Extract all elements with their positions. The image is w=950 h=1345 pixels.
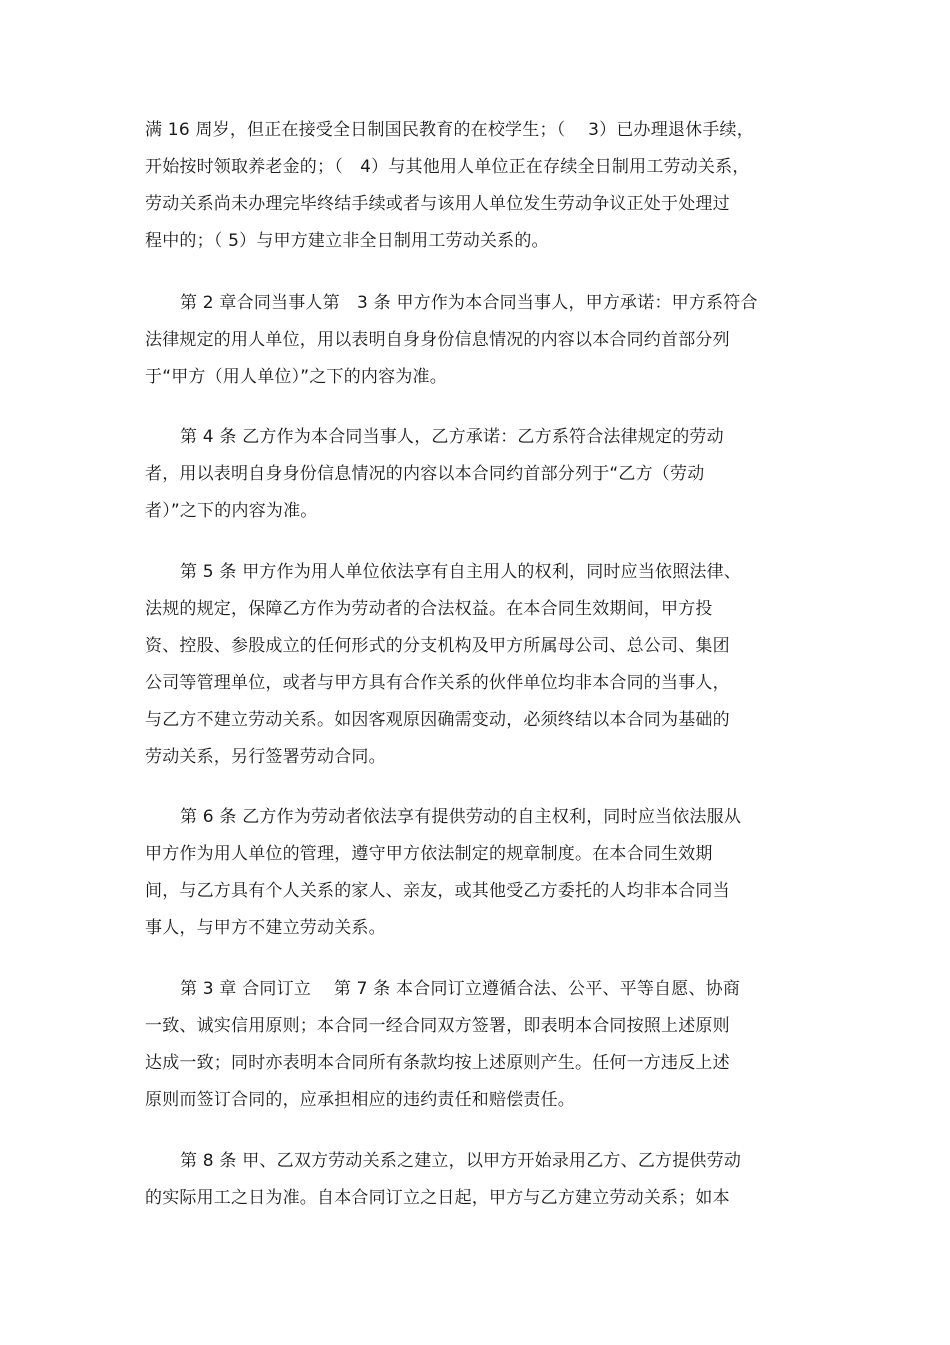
p1-line-2: 开始按时领取养老金的；（ 4）与其他用人单位正在存续全日制用工劳动关系， — [145, 157, 750, 177]
p2-line-1: 第 2 章合同当事人第 3 条 甲方作为本合同当事人，甲方承诺：甲方系符合 — [180, 293, 758, 313]
p3-line-2: 者，用以表明自身身份信息情况的内容以本合同约首部分列于“乙方（劳动 — [145, 464, 705, 484]
p2-line-2: 法律规定的用人单位，用以表明自身身份信息情况的内容以本合同约首部分列 — [145, 330, 730, 350]
p5-line-1: 第 6 条 乙方作为劳动者依法享有提供劳动的自主权利，同时应当依法服从 — [180, 807, 742, 827]
p6-line-1: 第 3 章 合同订立 第 7 条 本合同订立遵循合法、公平、平等自愿、协商 — [180, 979, 741, 999]
p4-line-4: 公司等管理单位，或者与甲方具有合作关系的伙伴单位均非本合同的当事人， — [145, 673, 730, 693]
p6-line-4: 原则而签订合同的，应承担相应的违约责任和赔偿责任。 — [145, 1090, 575, 1110]
p4-line-3: 资、控股、参股成立的任何形式的分支机构及甲方所属母公司、总公司、集团 — [145, 636, 730, 656]
p5-line-2: 甲方作为用人单位的管理，遵守甲方依法制定的规章制度。在本合同生效期 — [145, 844, 713, 864]
p6-line-2: 一致、诚实信用原则；本合同一经合同双方签署，即表明本合同按照上述原则 — [145, 1016, 730, 1036]
p3-line-3: 者）”之下的内容为准。 — [145, 501, 318, 521]
p1-line-3: 劳动关系尚未办理完毕终结手续或者与该用人单位发生劳动争议正处于处理过 — [145, 194, 730, 214]
p1-line-1: 满 16 周岁，但正在接受全日制国民教育的在校学生；（ 3）已办理退休手续， — [145, 120, 754, 140]
p3-line-1: 第 4 条 乙方作为本合同当事人，乙方承诺：乙方系符合法律规定的劳动 — [180, 427, 724, 447]
p4-line-2: 法规的规定，保障乙方作为劳动者的合法权益。在本合同生效期间，甲方投 — [145, 599, 713, 619]
p7-line-1: 第 8 条 甲、乙双方劳动关系之建立，以甲方开始录用乙方、乙方提供劳动 — [180, 1151, 742, 1171]
p2-line-3: 于“甲方（用人单位）”之下的内容为准。 — [145, 367, 447, 387]
p6-line-3: 达成一致；同时亦表明本合同所有条款均按上述原则产生。任何一方违反上述 — [145, 1053, 730, 1073]
p5-line-4: 事人，与甲方不建立劳动关系。 — [145, 918, 386, 938]
p4-line-1: 第 5 条 甲方作为用人单位依法享有自主用人的权利，同时应当依照法律、 — [180, 562, 742, 582]
p5-line-3: 间，与乙方具有个人关系的家人、亲友，或其他受乙方委托的人均非本合同当 — [145, 881, 730, 901]
p4-line-5: 与乙方不建立劳动关系。如因客观原因确需变动，必须终结以本合同为基础的 — [145, 710, 730, 730]
p4-line-6: 劳动关系，另行签署劳动合同。 — [145, 747, 386, 767]
p7-line-2: 的实际用工之日为准。自本合同订立之日起，甲方与乙方建立劳动关系；如本 — [145, 1188, 730, 1208]
p1-line-4: 程中的；（ 5）与甲方建立非全日制用工劳动关系的。 — [145, 231, 549, 251]
